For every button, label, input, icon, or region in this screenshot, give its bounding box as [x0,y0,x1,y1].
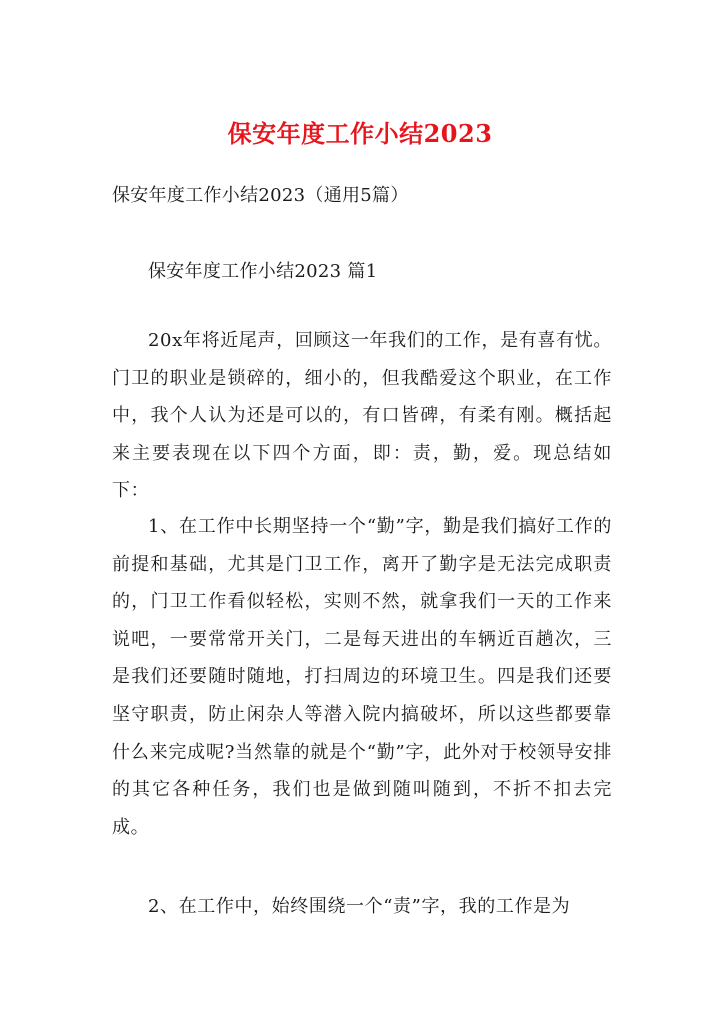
paragraph-point-1: 1、在工作中长期坚持一个“勤”字，勤是我们搞好工作的前提和基础，尤其是门卫工作，离开了勤字是无法完成职责的，门卫工作看似轻松，实则不然，就拿我们一天的工作来说吧，一要常常开关门，二是每天进出的车辆近百趟次，三是我们还要随时随地，打扫周边的环境卫生。四是我们还要坚守职责，防止闲杂人等潜入院内搞破坏，所以这些都要靠什么来完成呢?当然靠的就是个“勤”字，此外对于校领导安排的其它各种任务，我们也是做到随叫随到，不折不扣去完成。 [112,516,612,838]
paragraph-point-2: 2、在工作中，始终围绕一个“责”字，我的工作是为 [148,896,571,917]
document-title: 保安年度工作小结2023 [227,119,493,148]
paragraph-intro: 20x年将近尾声，回顾这一年我们的工作，是有喜有忧。门卫的职业是锁碎的，细小的，但我酷爱这个职业，在工作中，我个人认为还是可以的，有口皆碑，有柔有刚。概括起来主要表现在以下四个方面，即：责，勤，爱。现总结如下： [112,330,612,502]
section-heading: 保安年度工作小结2023 篇1 [148,261,378,282]
document-subtitle: 保安年度工作小结2023（通用5篇） [112,185,409,206]
